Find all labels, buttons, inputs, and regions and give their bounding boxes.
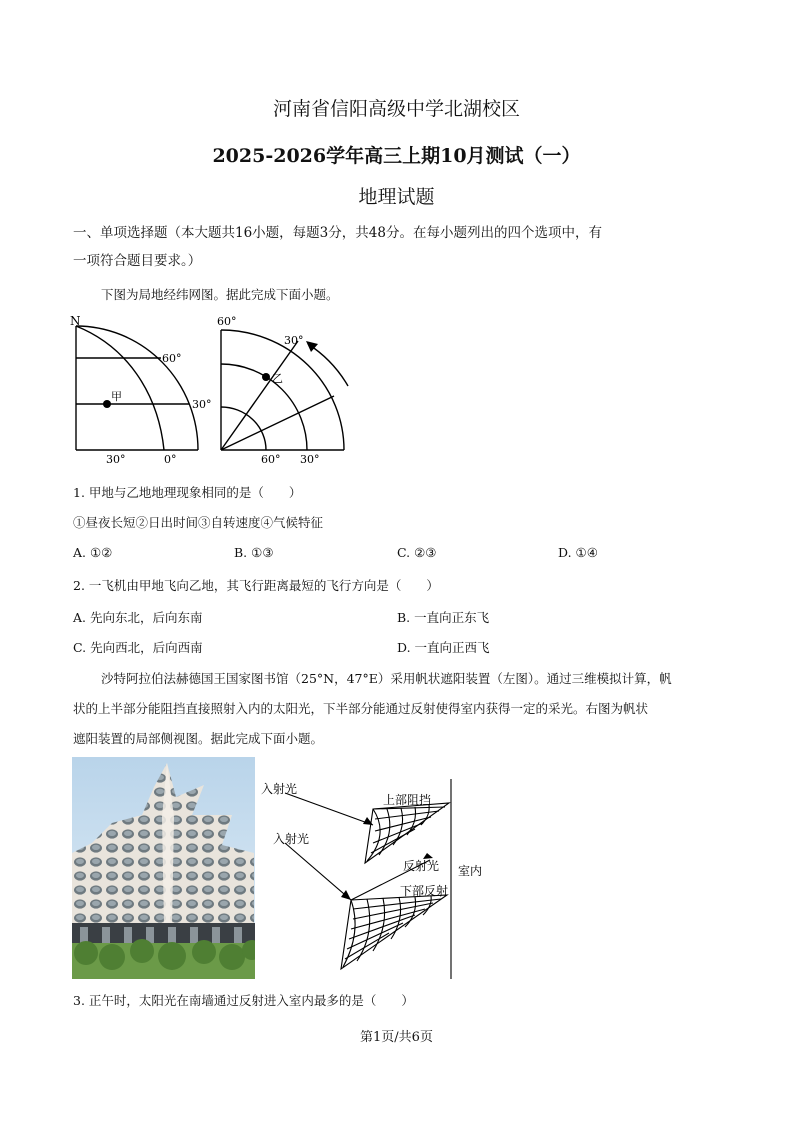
point-yi-marker [262,373,270,381]
intro-graticule: 下图为局地经纬网图。据此完成下面小题。 [101,287,339,302]
q2-option-c[interactable]: C. 先向西北，后向西南 [73,640,203,655]
right-lon30-top-label: 30° [284,334,304,347]
left-meridian-30 [76,326,164,450]
subject-title: 地理试题 [358,186,435,208]
point-yi-label: 乙 [272,372,283,385]
left-lon0-label: 0° [164,453,177,466]
q3-stem: 3. 正午时，太阳光在南墙通过反射进入室内最多的是（ ） [73,993,414,1008]
q1-option-a[interactable]: A. ①② [73,545,113,560]
library-building-photo [72,757,255,979]
q1-option-d[interactable]: D. ①④ [558,545,598,560]
lower-reflect-label: 下部反射 [400,884,449,898]
school-title: 河南省信阳高级中学北湖校区 [272,98,520,120]
q2-option-a[interactable]: A. 先向东北，后向东南 [73,610,203,625]
left-lon30-label: 30° [106,453,126,466]
q2-stem: 2. 一飞机由甲地飞向乙地，其飞行距离最短的飞行方向是（ ） [73,578,439,593]
lower-sail-outline [341,895,447,969]
sail-shading-diagram [255,757,505,985]
upper-block-label: 上部阻挡 [383,793,432,807]
q1-statements: ①昼夜长短②日出时间③自转速度④气候特征 [73,515,324,530]
point-jia-marker [103,400,111,408]
q1-option-b[interactable]: B. ①③ [234,545,274,560]
graticule-right [221,330,348,450]
incident-light-upper [285,793,373,825]
right-lon60-label: 60° [261,453,281,466]
graticule-figure [66,312,356,470]
graticule-left [76,326,198,450]
incident-light-upper-label: 入射光 [261,782,298,796]
right-meridian-line-2 [221,396,334,450]
incident-arrow-middle [341,890,351,900]
q1-option-c[interactable]: C. ②③ [397,545,437,560]
rotation-arrow-arc [308,344,348,386]
exam-title: 2025-2026学年高三上期10月测试（一） [212,145,581,167]
right-lon30-bottom-label: 30° [300,453,320,466]
right-meridian-line-1 [221,341,298,450]
intro-library-line3: 遮阳装置的局部侧视图。据此完成下面小题。 [73,731,324,746]
q2-option-d[interactable]: D. 一直向正西飞 [397,640,490,655]
intro-library-line1: 沙特阿拉伯法赫德国王国家图书馆（25°N，47°E）采用帆状遮阳装置（左图）。通过三维模拟计算，帆 [101,671,672,686]
section-heading-line1: 一、单项选择题（本大题共16小题，每题3分，共48分。在每小题列出的四个选项中，有 [73,225,602,241]
left-outer-arc [76,326,198,450]
left-north-label: N [70,314,81,328]
right-lat60-label: 60° [217,315,237,328]
intro-library-line2: 状的上半部分能阻挡直接照射入内的太阳光，下半部分能通过反射使得室内获得一定的采光。右图为帆状 [73,701,649,716]
point-jia-label: 甲 [111,390,122,403]
incident-light-middle [285,843,351,900]
q2-option-b[interactable]: B. 一直向正东飞 [397,610,490,625]
q1-stem: 1. 甲地与乙地地理现象相同的是（ ） [73,485,302,500]
left-lat30-label: 30° [192,398,212,411]
right-inner-arc [221,407,266,450]
page-footer: 第1页/共6页 [360,1030,433,1045]
indoor-label: 室内 [458,864,483,878]
reflected-light-label: 反射光 [403,859,440,873]
incident-light-middle-label: 入射光 [273,832,310,846]
left-lat60-label: 60° [162,352,182,365]
section-heading-line2: 一项符合题目要求。） [73,253,202,269]
